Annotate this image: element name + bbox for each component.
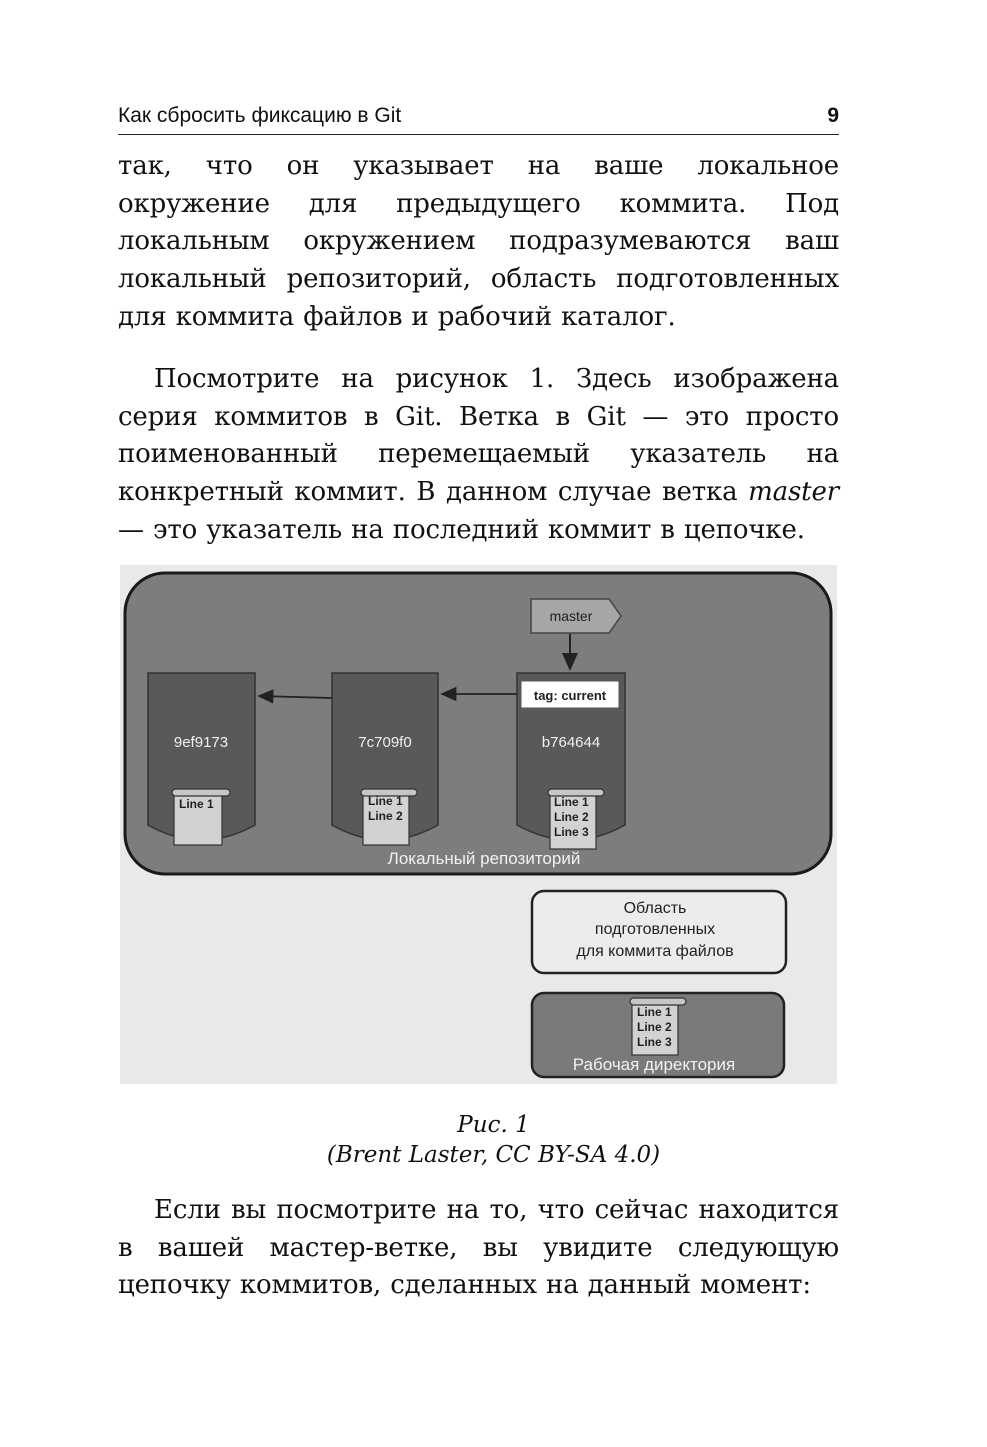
branch-name-emphasis: master [748,477,839,508]
commit-hash: 9ef9173 [173,734,229,751]
working-directory-label: Рабочая директория [572,1055,736,1074]
running-header [118,100,839,135]
file-scroll-icon [172,789,230,845]
file-line: Line 1 [637,1005,672,1019]
file-line: Line 2 [554,810,589,824]
paragraph-2-text-a: Посмотрите на рисунок 1. Здесь изображена серия коммитов в Git. Ветка в Git — это просто поименованный перемещаемый указатель на конкретный коммит. В данном случае ветка [118,364,839,508]
paragraph-3: Если вы посмотрите на то, что сейчас находится в вашей мастер-ветке, вы увидите следующую цепочку коммитов, сделанных на данный момент: [118,1195,839,1301]
file-line: Line 2 [637,1020,672,1034]
staging-label-line: для коммита файлов [576,943,734,960]
git-diagram [120,565,837,1084]
chapter-title: Как сбросить фиксацию в Git [118,104,402,127]
commit-hash: 7c709f0 [358,734,412,751]
paragraph-1: так, что он указывает на ваше локальное окружение для предыдущего коммита. Под локальным окружением подразумеваются ваш локальный репозиторий, область подготовленных для коммита файлов и рабочий каталог. [118,151,839,332]
local-repo-label: Локальный репозиторий [387,849,581,868]
file-scroll-icon [630,998,686,1055]
figure-1 [120,565,837,1084]
staging-label-line: Область [623,900,687,917]
commit-hash: b764644 [541,734,601,751]
page-number: 9 [827,104,839,127]
tag-label: tag: current [533,688,607,703]
file-scroll-icon [361,789,417,845]
file-line: Line 3 [637,1035,672,1049]
staging-label-line: подготовленных [594,921,716,938]
file-line: Line 1 [368,794,403,808]
file-line: Line 2 [368,809,403,823]
branch-label: master [549,608,593,624]
paragraph-2 [118,361,839,550]
file-line: Line 1 [179,797,214,811]
figure-caption-title: Рис. 1 [457,1112,530,1138]
file-line: Line 3 [554,825,589,839]
figure-caption-credit: (Brent Laster, CC BY-SA 4.0) [326,1142,661,1168]
file-scroll-icon [548,789,604,849]
file-line: Line 1 [554,795,589,809]
paragraph-2-text-b: — это указатель на последний коммит в цепочке. [118,514,805,545]
